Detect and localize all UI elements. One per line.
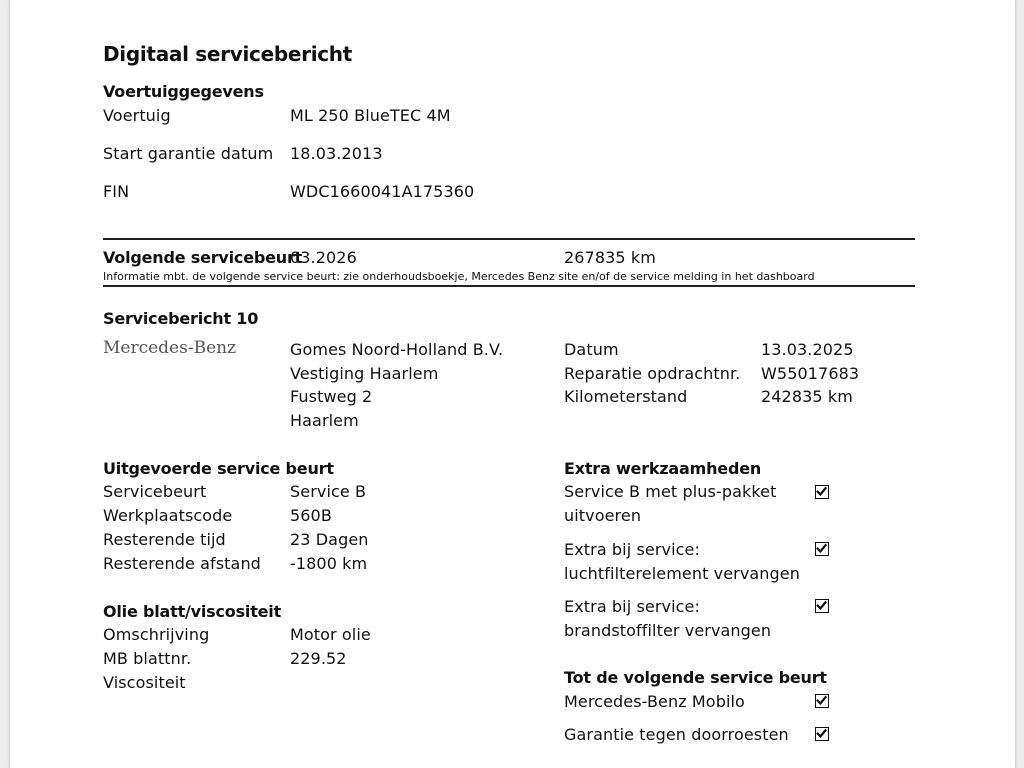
- extra-item-checkbox[interactable]: [815, 599, 829, 613]
- remaining-time-label: Resterende tijd: [103, 530, 226, 549]
- checkmark-icon: [816, 486, 827, 497]
- order-number-value: W55017683: [761, 364, 860, 383]
- vehicle-value: ML 250 BlueTEC 4M: [290, 106, 451, 125]
- extra-item-line2: uitvoeren: [564, 506, 642, 525]
- oil-description-value: Motor olie: [290, 625, 371, 644]
- service-value: Service B: [290, 482, 367, 501]
- next-service-info: Informatie mbt. de volgende service beurt: zie onderhoudsboekje, Mercedes Benz site en/of de service melding in het dashboard: [103, 270, 815, 283]
- checkmark-icon: [816, 600, 827, 611]
- extra-item-checkbox[interactable]: [815, 542, 829, 556]
- report-heading: Servicebericht 10: [103, 309, 259, 328]
- oil-description-label: Omschrijving: [103, 625, 210, 644]
- dealer-line: Gomes Noord-Holland B.V.: [290, 340, 504, 359]
- checkmark-icon: [816, 728, 827, 739]
- service-label: Servicebeurt: [103, 482, 207, 501]
- dealer-line: Haarlem: [290, 411, 359, 430]
- date-value: 13.03.2025: [761, 340, 854, 359]
- divider-top: [103, 238, 915, 240]
- order-number-label: Reparatie opdrachtnr.: [564, 364, 741, 383]
- mileage-value: 242835 km: [761, 387, 853, 406]
- viscosity-label: Viscositeit: [103, 673, 186, 692]
- page-title: Digitaal servicebericht: [103, 42, 352, 66]
- remaining-time-value: 23 Dagen: [290, 530, 369, 549]
- dealer-line: Fustweg 2: [290, 387, 373, 406]
- mobilo-label: Mercedes-Benz Mobilo: [564, 692, 745, 711]
- workshop-code-label: Werkplaatscode: [103, 506, 233, 525]
- checkmark-icon: [816, 695, 827, 706]
- extra-item-line1: Extra bij service:: [564, 597, 700, 616]
- checkmark-icon: [816, 543, 827, 554]
- vehicle-label: Voertuig: [103, 106, 171, 125]
- extra-item-line1: Extra bij service:: [564, 540, 700, 559]
- mb-sheet-value: 229.52: [290, 649, 347, 668]
- next-service-label: Volgende servicebeurt: [103, 248, 303, 267]
- dealer-line: Vestiging Haarlem: [290, 364, 439, 383]
- rust-warranty-label: Garantie tegen doorroesten: [564, 725, 789, 744]
- remaining-distance-value: -1800 km: [290, 554, 368, 573]
- rust-warranty-checkbox[interactable]: [815, 727, 829, 741]
- warranty-start-value: 18.03.2013: [290, 144, 383, 163]
- fin-label: FIN: [103, 182, 130, 201]
- next-service-km: 267835 km: [564, 248, 656, 267]
- remaining-distance-label: Resterende afstand: [103, 554, 261, 573]
- performed-heading: Uitgevoerde service beurt: [103, 459, 334, 478]
- mb-sheet-label: MB blattnr.: [103, 649, 192, 668]
- oil-heading: Olie blatt/viscositeit: [103, 602, 282, 621]
- fin-value: WDC1660041A175360: [290, 182, 475, 201]
- next-service-date: 03.2026: [290, 248, 357, 267]
- date-label: Datum: [564, 340, 619, 359]
- vehicle-heading: Voertuiggegevens: [103, 82, 264, 101]
- service-report-page: [10, 0, 1015, 768]
- extra-item-checkbox[interactable]: [815, 485, 829, 499]
- mercedes-benz-logo: Mercedes-Benz: [103, 338, 237, 358]
- divider-bottom: [103, 285, 915, 287]
- extra-item-line2: luchtfilterelement vervangen: [564, 564, 800, 583]
- warranty-start-label: Start garantie datum: [103, 144, 274, 163]
- extra-work-heading: Extra werkzaamheden: [564, 459, 762, 478]
- mileage-label: Kilometerstand: [564, 387, 688, 406]
- workshop-code-value: 560B: [290, 506, 332, 525]
- until-next-heading: Tot de volgende service beurt: [564, 668, 827, 687]
- mobilo-checkbox[interactable]: [815, 694, 829, 708]
- extra-item-line2: brandstoffilter vervangen: [564, 621, 772, 640]
- extra-item-line1: Service B met plus-pakket: [564, 482, 777, 501]
